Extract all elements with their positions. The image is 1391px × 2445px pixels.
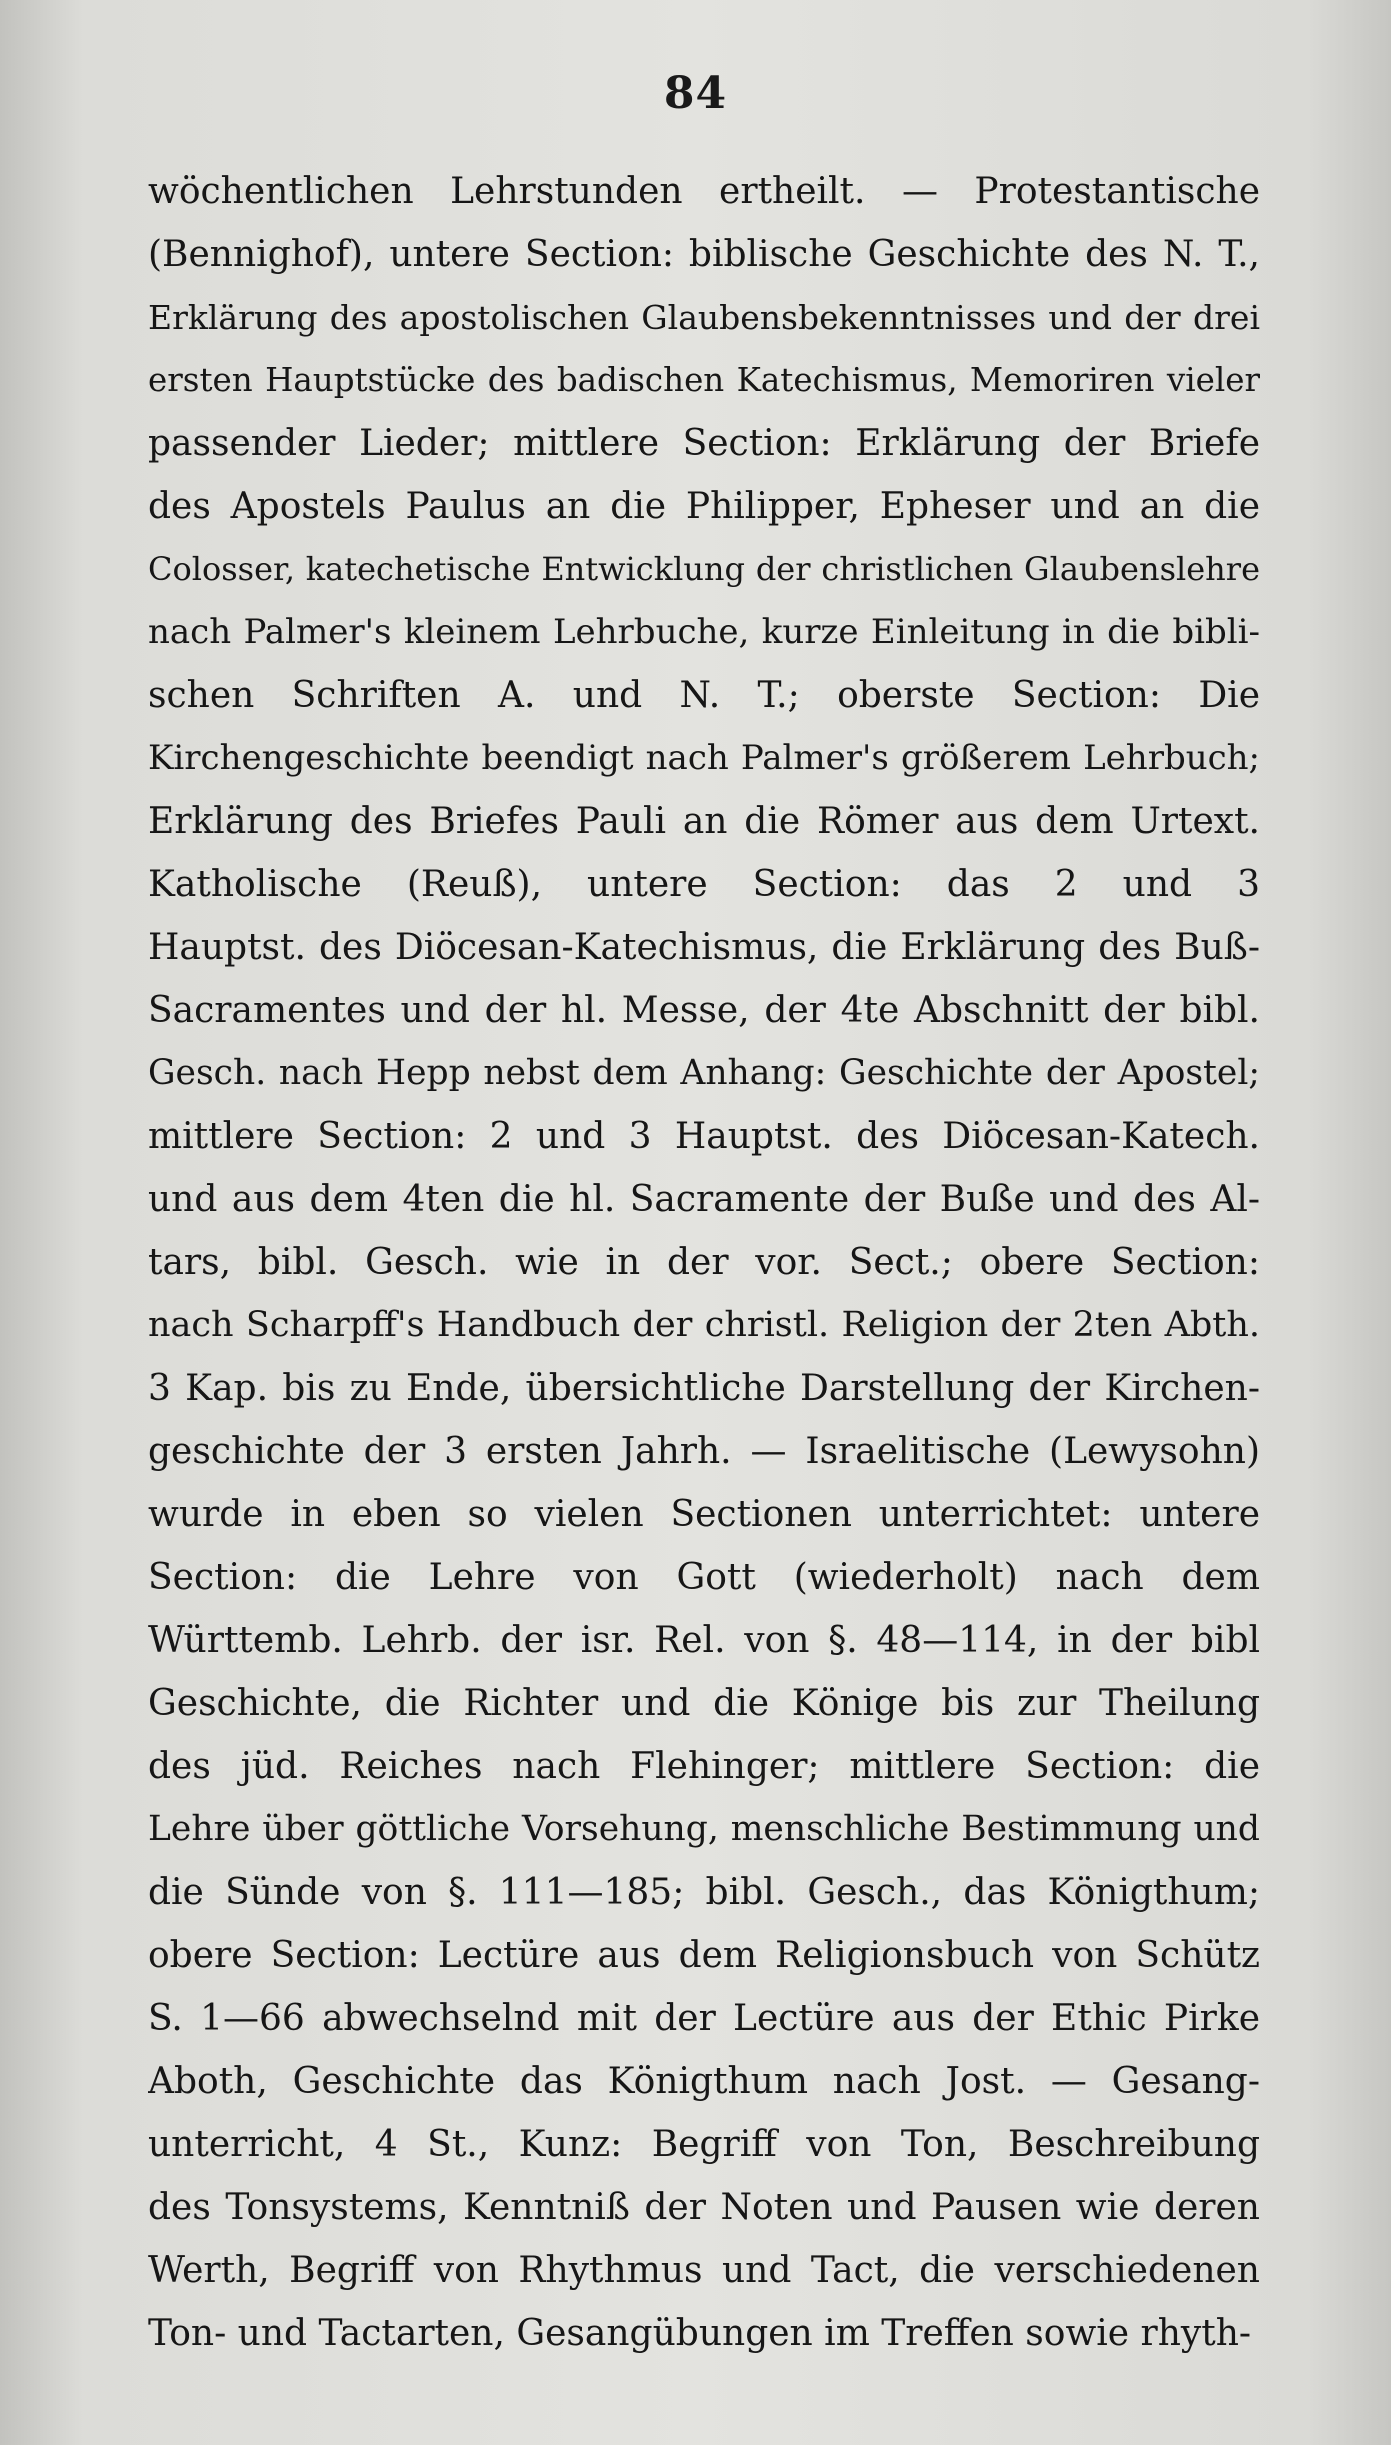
text-line: S. 1—66 abwechselnd mit der Lectüre aus der Ethic Pirke (148, 1998, 1260, 2039)
text-line: geschichte der 3 ersten Jahrh. — Israelitische (Lewysohn) (148, 1431, 1260, 1472)
text-line: des jüd. Reiches nach Flehinger; mittlere Section: die (148, 1746, 1260, 1787)
text-line: Erklärung des apostolischen Glaubensbekenntnisses und der drei (148, 298, 1260, 337)
text-line: Ton- und Tactarten, Gesangübungen im Treffen sowie rhyth- (148, 2313, 1252, 2354)
text-line: Gesch. nach Hepp nebst dem Anhang: Geschichte der Apostel; (148, 1053, 1260, 1093)
text-line: 3 Kap. bis zu Ende, übersichtliche Darstellung der Kirchen- (148, 1368, 1260, 1409)
text-line: Württemb. Lehrb. der isr. Rel. von §. 48—114, in der bibl (148, 1620, 1260, 1661)
text-line: Aboth, Geschichte das Königthum nach Jost. — Gesang- (148, 2061, 1260, 2102)
text-line: Sacramentes und der hl. Messe, der 4te Abschnitt der bibl. (148, 990, 1260, 1031)
text-line: obere Section: Lectüre aus dem Religionsbuch von Schütz (148, 1935, 1260, 1976)
text-line: Kirchengeschichte beendigt nach Palmer's größerem Lehrbuch; (148, 738, 1260, 778)
text-line: Geschichte, die Richter und die Könige bis zur Theilung (148, 1683, 1260, 1724)
text-line: wurde in eben so vielen Sectionen unterrichtet: untere (148, 1494, 1260, 1535)
text-line: Colosser, katechetische Entwicklung der christlichen Glaubenslehre (148, 550, 1260, 588)
page-number: 84 (663, 68, 728, 119)
text-line: Erklärung des Briefes Pauli an die Römer aus dem Urtext. (148, 801, 1260, 842)
text-line: des Apostels Paulus an die Philipper, Epheser und an die (148, 486, 1260, 527)
text-line: wöchentlichen Lehrstunden ertheilt. — Protestantische (148, 171, 1260, 212)
text-line: Section: die Lehre von Gott (wiederholt) nach dem (148, 1557, 1260, 1598)
text-line: und aus dem 4ten die hl. Sacramente der Buße und des Al- (148, 1179, 1260, 1220)
text-line: Werth, Begriff von Rhythmus und Tact, die verschiedenen (148, 2250, 1260, 2291)
text-line: Lehre über göttliche Vorsehung, menschliche Bestimmung und (148, 1809, 1260, 1849)
text-line: passender Lieder; mittlere Section: Erklärung der Briefe (148, 423, 1260, 464)
text-line: Hauptst. des Diöcesan-Katechismus, die Erklärung des Buß- (148, 927, 1260, 968)
body-text (148, 160, 1260, 2365)
text-line: unterricht, 4 St., Kunz: Begriff von Ton, Beschreibung (148, 2124, 1260, 2165)
text-line: des Tonsystems, Kenntniß der Noten und Pausen wie deren (148, 2187, 1260, 2228)
text-line: ersten Hauptstücke des badischen Katechismus, Memoriren vieler (148, 361, 1260, 399)
text-line: schen Schriften A. und N. T.; oberste Section: Die (148, 675, 1260, 716)
text-line: nach Scharpff's Handbuch der christl. Religion der 2ten Abth. (148, 1305, 1260, 1345)
text-line: Katholische (Reuß), untere Section: das 2 und 3 (148, 864, 1260, 905)
text-line: tars, bibl. Gesch. wie in der vor. Sect.; obere Section: (148, 1242, 1260, 1283)
text-line: die Sünde von §. 111—185; bibl. Gesch., das Königthum; (148, 1872, 1260, 1913)
text-line: mittlere Section: 2 und 3 Hauptst. des Diöcesan-Katech. (148, 1116, 1260, 1157)
text-line: (Bennighof), untere Section: biblische Geschichte des N. T., (148, 234, 1260, 275)
text-line: nach Palmer's kleinem Lehrbuche, kurze Einleitung in die bibli- (148, 612, 1260, 652)
